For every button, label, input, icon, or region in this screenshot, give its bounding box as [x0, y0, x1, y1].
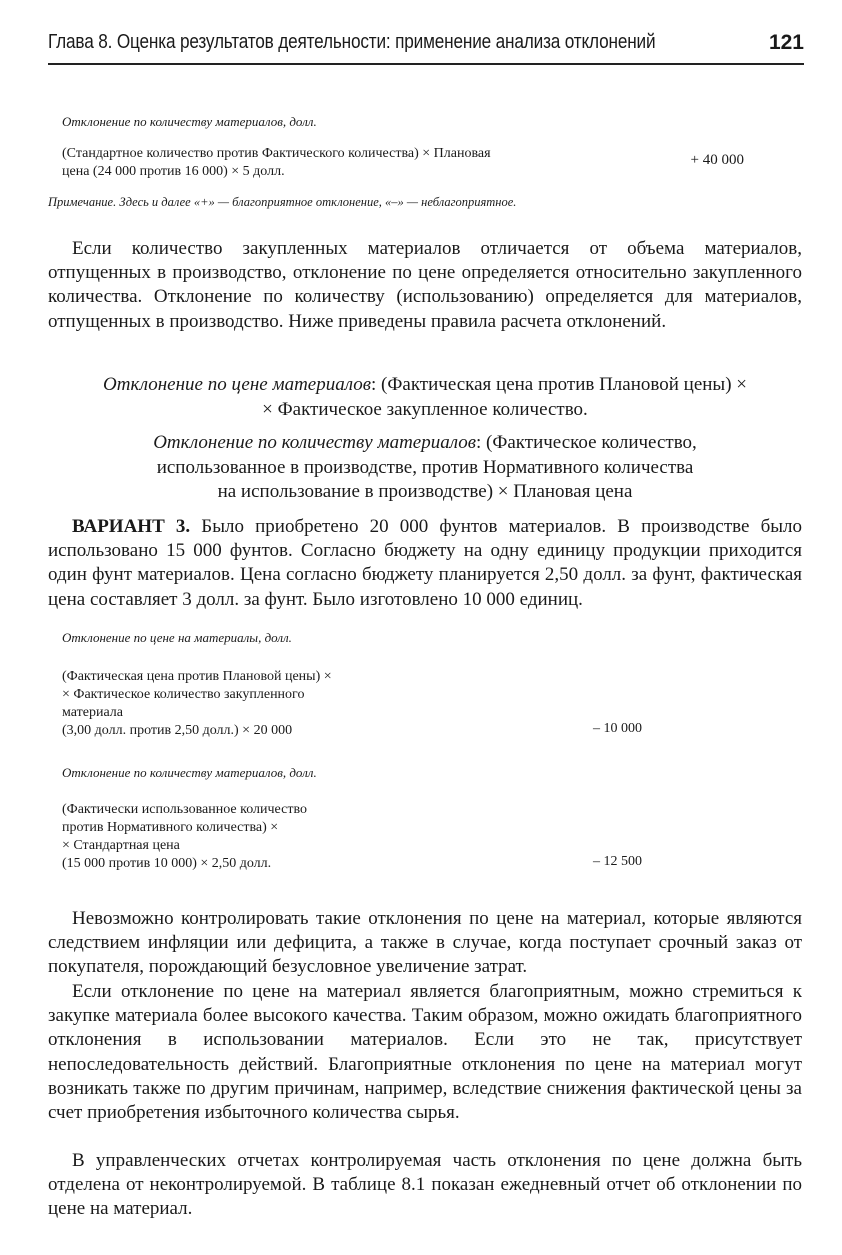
calc-price-line4: (3,00 долл. против 2,50 долл.) × 20 000 — [62, 723, 293, 738]
running-header-title: Глава 8. Оценка результатов деятельности: применение анализа отклонений — [48, 31, 656, 53]
calc-price-line1: (Фактическая цена против Плановой цены) × — [62, 669, 332, 684]
calc-price-line3: материала — [62, 705, 123, 720]
calc-price-line2: × Фактическое количество закупленного — [62, 687, 305, 702]
calc-quantity-line4: (15 000 против 10 000) × 2,50 долл. — [62, 856, 272, 871]
formula2-term: Отклонение по количеству материалов — [153, 432, 476, 453]
formula1-line1: : (Фактическая цена против Плановой цены) × — [371, 374, 747, 395]
formula-price-variance — [48, 373, 802, 422]
example1-line1: (Стандартное количество против Фактического количества) × Плановая — [62, 146, 491, 161]
formula1-term: Отклонение по цене материалов — [103, 374, 372, 395]
paragraph-uncontrollable: Невозможно контролировать такие отклонения по цене на материал, которые являются следствием инфляции или дефицита, а также в случае, когда поступает срочный заказ от покупателя, порождающий безусловное увеличение затрат. — [48, 908, 802, 978]
variant3-text: Было приобретено 20 000 фунтов материалов. В производстве было использовано 15 000 фунтов. Согласно бюджету на одну единицу продукции приходится один фунт материалов. Цена согласно бюджету планируется 2,50 долл. за фунт, фактическая цена составляет 3 долл. за фунт. Было изготовлено 10 000 единиц. — [48, 516, 802, 610]
calc-price-label: Отклонение по цене на материалы, долл. — [62, 630, 292, 645]
page-number: 121 — [768, 31, 804, 54]
formula2-line2: использованное в производстве, против Нормативного количества — [156, 456, 694, 478]
example1-value: + 40 000 — [690, 152, 744, 168]
calc-quantity-line1: (Фактически использованное количество — [62, 802, 307, 817]
calc-quantity-line3: × Стандартная цена — [62, 838, 180, 853]
example1-line2: цена (24 000 против 16 000) × 5 долл. — [62, 164, 285, 179]
formula1-line2: × Фактическое закупленное количество. — [262, 398, 588, 420]
formula-quantity-variance — [48, 431, 802, 505]
formula2-line1: : (Фактическое количество, — [476, 432, 697, 453]
calc-quantity-value: – 12 500 — [593, 854, 642, 869]
example1-note: Примечание. Здесь и далее «+» — благоприятное отклонение, «–» — неблагоприятное. — [48, 195, 517, 209]
header-rule — [48, 63, 804, 65]
variant3-paragraph — [48, 515, 802, 612]
paragraph-management-reports: В управленческих отчетах контролируемая часть отклонения по цене должна быть отделена от неконтролируемой. В таблице 8.1 показан ежедневный отчет об отклонении по цене на материал. — [48, 1150, 802, 1220]
calc-quantity-line2: против Нормативного количества) × — [62, 820, 279, 835]
calc-quantity-label: Отклонение по количеству материалов, долл. — [62, 765, 317, 780]
example1-label: Отклонение по количеству материалов, долл. — [62, 114, 317, 129]
formula2-line3: на использование в производстве) × Плановая цена — [217, 481, 633, 502]
variant3-heading: ВАРИАНТ 3. — [72, 516, 191, 537]
calc-price-value: – 10 000 — [593, 721, 642, 736]
paragraph-purchased-vs-issued: Если количество закупленных материалов отличается от объема материалов, отпущенных в производство, отклонение по цене определяется относительно закупленного количества. Отклонение по количеству (использованию) определяется для материалов, отпущенных в производство. Ниже приведены правила расчета отклонений. — [48, 238, 802, 332]
paragraph-favorable-variance: Если отклонение по цене на материал является благоприятным, можно стремиться к закупке материала более высокого качества. Таким образом, можно ожидать благоприятного отклонения в использовании материалов. Если это не так, присутствует непоследовательность действий. Благоприятные отклонения по цене на материал могут возникать также по другим причинам, например, вследствие снижения фактической цены за счет приобретения избыточного количества сырья. — [48, 981, 802, 1124]
